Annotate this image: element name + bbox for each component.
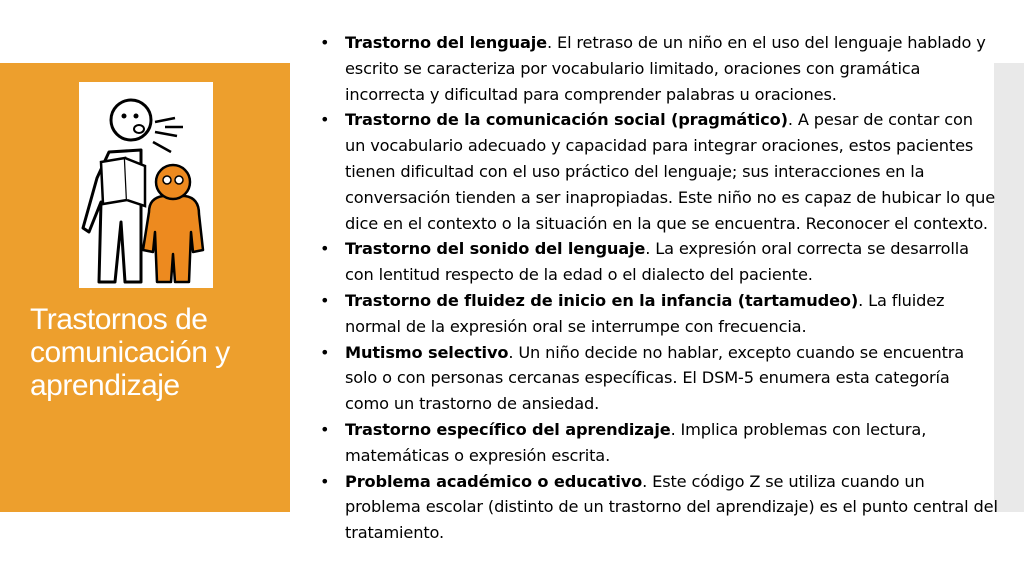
bullet-term: Problema académico o educativo	[345, 471, 643, 491]
bullet-dot: •	[320, 419, 330, 439]
bullet-term: Trastorno del sonido del lenguaje	[345, 239, 646, 259]
bullet-item	[318, 417, 998, 469]
bullet-term: Trastorno de la comunicación social (pragmático)	[345, 110, 788, 130]
illustration-drawing	[79, 82, 213, 288]
bullet-text: . La fluidez normal de la expresión oral se interrumpe con frecuencia.	[345, 290, 945, 336]
bullet-text: . Este código Z se utiliza cuando un problema escolar (distinto de un trastorno del aprendizaje) es el punto central del tratamiento.	[345, 471, 998, 543]
bullet-list	[318, 30, 998, 546]
bullet-dot: •	[320, 110, 330, 130]
bullet-term: Trastorno del lenguaje	[345, 33, 547, 52]
bullet-item	[318, 30, 998, 107]
bullet-term: Trastorno específico del aprendizaje	[345, 419, 671, 439]
bullet-item	[318, 107, 998, 236]
bullet-item	[318, 288, 998, 340]
bullet-text: . A pesar de contar con un vocabulario adecuado y capacidad para integrar oraciones, estos pacientes tienen dificultad con el uso práctico del lenguaje; sus interacciones en la conversación tienden a ser inapropiadas. Este niño no es capaz de hubicar lo que dice en el contexto o la situación en la que se encuentra. Reconocer el contexto.	[345, 110, 996, 233]
bullet-text: . La expresión oral correcta se desarrolla con lentitud respecto de la edad o el dialecto del paciente.	[345, 239, 969, 285]
right-decorative-strip	[994, 63, 1024, 512]
bullet-dot: •	[320, 239, 330, 259]
bullet-dot: •	[320, 342, 330, 362]
slide-title: Trastornos de comunicación y aprendizaje	[30, 303, 230, 402]
bullet-item	[318, 236, 998, 288]
bullet-term: Mutismo selectivo	[345, 342, 509, 362]
adult-reading-to-child-icon	[79, 82, 213, 288]
bullet-dot: •	[320, 290, 330, 310]
bullet-item	[318, 340, 998, 417]
bullet-item	[318, 469, 998, 546]
bullet-text: . Implica problemas con lectura, matemáticas o expresión escrita.	[345, 419, 927, 465]
bullet-term: Trastorno de fluidez de inicio en la infancia (tartamudeo)	[345, 290, 859, 310]
bullet-dot: •	[320, 471, 330, 491]
bullet-text: . Un niño decide no hablar, excepto cuando se encuentra solo o con personas cercanas específicas. El DSM-5 enumera esta categoría como un trastorno de ansiedad.	[345, 342, 965, 414]
bullet-dot: •	[320, 33, 330, 52]
bullet-text: . El retraso de un niño en el uso del lenguaje hablado y escrito se caracteriza por vocabulario limitado, oraciones con gramática incorrecta y dificultad para comprender palabras u oraciones.	[345, 33, 986, 104]
